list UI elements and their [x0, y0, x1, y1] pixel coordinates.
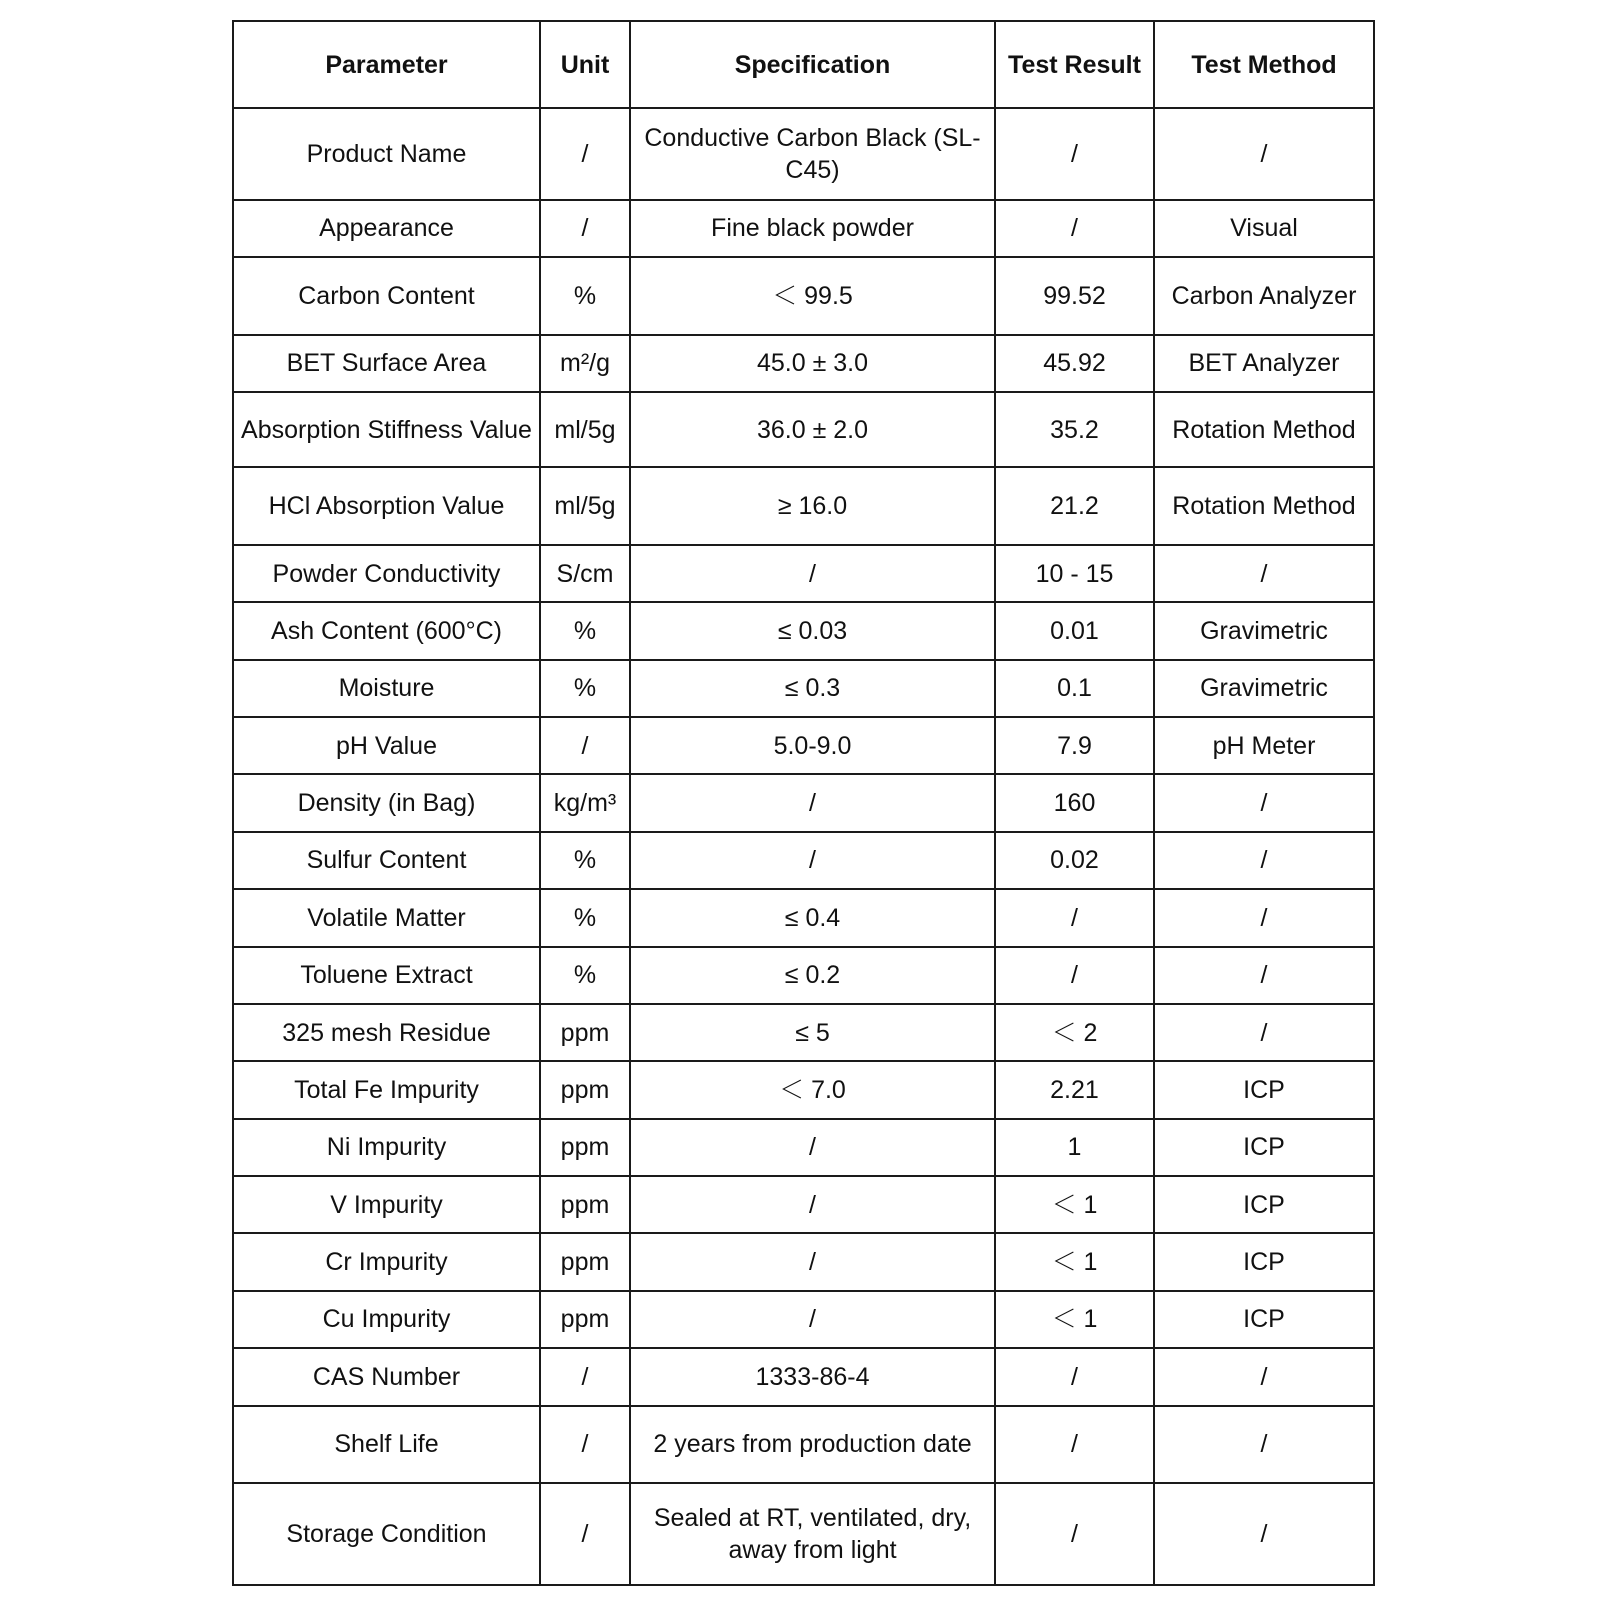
- table-row: [233, 1291, 1374, 1348]
- cell-parameter: Moisture: [233, 660, 540, 717]
- cell-unit: /: [540, 717, 630, 774]
- cell-test-result: 7.9: [995, 717, 1154, 774]
- cell-specification: 1333-86-4: [630, 1348, 995, 1405]
- cell-unit: /: [540, 1483, 630, 1585]
- cell-test-result: /: [995, 200, 1154, 257]
- table-row: [233, 1406, 1374, 1484]
- table-row: [233, 1061, 1374, 1118]
- cell-test-result: ＜ 1: [995, 1176, 1154, 1233]
- cell-parameter: Appearance: [233, 200, 540, 257]
- cell-specification: ≤ 0.2: [630, 947, 995, 1004]
- cell-parameter: pH Value: [233, 717, 540, 774]
- cell-test-result: 35.2: [995, 392, 1154, 468]
- cell-unit: ppm: [540, 1119, 630, 1176]
- cell-test-method: /: [1154, 947, 1374, 1004]
- cell-test-method: pH Meter: [1154, 717, 1374, 774]
- table-row: [233, 1348, 1374, 1405]
- cell-test-method: /: [1154, 1406, 1374, 1484]
- cell-test-method: Gravimetric: [1154, 602, 1374, 659]
- cell-test-result: 0.02: [995, 832, 1154, 889]
- table-row: [233, 1233, 1374, 1290]
- cell-parameter: V Impurity: [233, 1176, 540, 1233]
- cell-unit: %: [540, 889, 630, 946]
- table-row: [233, 660, 1374, 717]
- cell-specification: ≤ 0.4: [630, 889, 995, 946]
- cell-specification: ＜ 7.0: [630, 1061, 995, 1118]
- cell-test-method: Gravimetric: [1154, 660, 1374, 717]
- cell-specification: 45.0 ± 3.0: [630, 335, 995, 392]
- cell-test-result: 0.1: [995, 660, 1154, 717]
- cell-test-result: ＜ 1: [995, 1233, 1154, 1290]
- cell-test-result: 21.2: [995, 467, 1154, 545]
- header-specification: Specification: [630, 21, 995, 108]
- cell-unit: /: [540, 108, 630, 200]
- cell-unit: %: [540, 832, 630, 889]
- table-row: [233, 335, 1374, 392]
- cell-unit: ppm: [540, 1291, 630, 1348]
- table-row: [233, 1483, 1374, 1585]
- cell-test-method: /: [1154, 545, 1374, 602]
- cell-test-method: /: [1154, 774, 1374, 831]
- cell-test-result: 2.21: [995, 1061, 1154, 1118]
- cell-parameter: Toluene Extract: [233, 947, 540, 1004]
- cell-specification: Conductive Carbon Black (SL-C45): [630, 108, 995, 200]
- cell-test-method: ICP: [1154, 1119, 1374, 1176]
- cell-specification: 2 years from production date: [630, 1406, 995, 1484]
- cell-unit: ppm: [540, 1004, 630, 1061]
- cell-unit: S/cm: [540, 545, 630, 602]
- table-row: [233, 774, 1374, 831]
- cell-unit: kg/m³: [540, 774, 630, 831]
- cell-test-method: ICP: [1154, 1176, 1374, 1233]
- table-row: [233, 545, 1374, 602]
- cell-test-method: Visual: [1154, 200, 1374, 257]
- cell-parameter: Sulfur Content: [233, 832, 540, 889]
- cell-test-method: /: [1154, 1004, 1374, 1061]
- cell-unit: ml/5g: [540, 467, 630, 545]
- cell-test-result: /: [995, 1483, 1154, 1585]
- table-body: [233, 108, 1374, 1585]
- cell-parameter: Ash Content (600°C): [233, 602, 540, 659]
- cell-parameter: Storage Condition: [233, 1483, 540, 1585]
- cell-test-method: /: [1154, 889, 1374, 946]
- cell-specification: /: [630, 774, 995, 831]
- spec-table: [232, 20, 1375, 1586]
- header-unit: Unit: [540, 21, 630, 108]
- cell-unit: ppm: [540, 1061, 630, 1118]
- table-row: [233, 889, 1374, 946]
- cell-parameter: HCl Absorption Value: [233, 467, 540, 545]
- cell-test-method: ICP: [1154, 1233, 1374, 1290]
- cell-test-result: 10 - 15: [995, 545, 1154, 602]
- cell-specification: /: [630, 1233, 995, 1290]
- cell-specification: ≤ 5: [630, 1004, 995, 1061]
- cell-specification: /: [630, 1119, 995, 1176]
- cell-test-method: /: [1154, 1348, 1374, 1405]
- cell-test-result: /: [995, 1406, 1154, 1484]
- cell-test-method: ICP: [1154, 1291, 1374, 1348]
- cell-parameter: 325 mesh Residue: [233, 1004, 540, 1061]
- table-row: [233, 1004, 1374, 1061]
- cell-unit: /: [540, 1406, 630, 1484]
- table-row: [233, 717, 1374, 774]
- cell-test-method: Rotation Method: [1154, 392, 1374, 468]
- cell-specification: ≥ 16.0: [630, 467, 995, 545]
- table-row: [233, 832, 1374, 889]
- cell-unit: ppm: [540, 1176, 630, 1233]
- cell-test-method: /: [1154, 832, 1374, 889]
- cell-specification: /: [630, 832, 995, 889]
- table-row: [233, 392, 1374, 468]
- cell-specification: ≤ 0.03: [630, 602, 995, 659]
- cell-parameter: CAS Number: [233, 1348, 540, 1405]
- cell-test-method: /: [1154, 1483, 1374, 1585]
- header-parameter: Parameter: [233, 21, 540, 108]
- cell-parameter: Total Fe Impurity: [233, 1061, 540, 1118]
- cell-unit: /: [540, 1348, 630, 1405]
- table-row: [233, 1176, 1374, 1233]
- cell-test-result: 160: [995, 774, 1154, 831]
- cell-parameter: Volatile Matter: [233, 889, 540, 946]
- cell-test-method: Carbon Analyzer: [1154, 257, 1374, 335]
- cell-parameter: Ni Impurity: [233, 1119, 540, 1176]
- cell-specification: /: [630, 545, 995, 602]
- cell-test-result: 45.92: [995, 335, 1154, 392]
- cell-test-result: /: [995, 889, 1154, 946]
- header-test-method: Test Method: [1154, 21, 1374, 108]
- cell-unit: m²/g: [540, 335, 630, 392]
- cell-unit: /: [540, 200, 630, 257]
- cell-parameter: Cr Impurity: [233, 1233, 540, 1290]
- table-row: [233, 947, 1374, 1004]
- cell-parameter: Cu Impurity: [233, 1291, 540, 1348]
- cell-unit: %: [540, 660, 630, 717]
- cell-specification: /: [630, 1291, 995, 1348]
- cell-specification: Sealed at RT, ventilated, dry, away from light: [630, 1483, 995, 1585]
- cell-test-method: Rotation Method: [1154, 467, 1374, 545]
- cell-test-method: /: [1154, 108, 1374, 200]
- cell-unit: %: [540, 947, 630, 1004]
- table-row: [233, 108, 1374, 200]
- cell-test-result: 99.52: [995, 257, 1154, 335]
- cell-specification: ＜ 99.5: [630, 257, 995, 335]
- cell-test-result: /: [995, 108, 1154, 200]
- table-row: [233, 602, 1374, 659]
- cell-unit: ppm: [540, 1233, 630, 1290]
- cell-test-method: BET Analyzer: [1154, 335, 1374, 392]
- cell-test-result: 0.01: [995, 602, 1154, 659]
- cell-specification: ≤ 0.3: [630, 660, 995, 717]
- table-row: [233, 257, 1374, 335]
- cell-test-result: ＜ 1: [995, 1291, 1154, 1348]
- cell-parameter: Shelf Life: [233, 1406, 540, 1484]
- cell-test-method: ICP: [1154, 1061, 1374, 1118]
- cell-specification: 36.0 ± 2.0: [630, 392, 995, 468]
- cell-parameter: Density (in Bag): [233, 774, 540, 831]
- cell-unit: ml/5g: [540, 392, 630, 468]
- cell-parameter: Product Name: [233, 108, 540, 200]
- table-row: [233, 1119, 1374, 1176]
- table-row: [233, 467, 1374, 545]
- cell-test-result: 1: [995, 1119, 1154, 1176]
- header-test-result: Test Result: [995, 21, 1154, 108]
- cell-parameter: Absorption Stiffness Value: [233, 392, 540, 468]
- cell-test-result: /: [995, 1348, 1154, 1405]
- cell-specification: 5.0-9.0: [630, 717, 995, 774]
- cell-specification: /: [630, 1176, 995, 1233]
- cell-test-result: /: [995, 947, 1154, 1004]
- cell-parameter: Carbon Content: [233, 257, 540, 335]
- table-header-row: [233, 21, 1374, 108]
- cell-unit: %: [540, 257, 630, 335]
- cell-unit: %: [540, 602, 630, 659]
- table-row: [233, 200, 1374, 257]
- cell-parameter: Powder Conductivity: [233, 545, 540, 602]
- cell-specification: Fine black powder: [630, 200, 995, 257]
- cell-test-result: ＜ 2: [995, 1004, 1154, 1061]
- cell-parameter: BET Surface Area: [233, 335, 540, 392]
